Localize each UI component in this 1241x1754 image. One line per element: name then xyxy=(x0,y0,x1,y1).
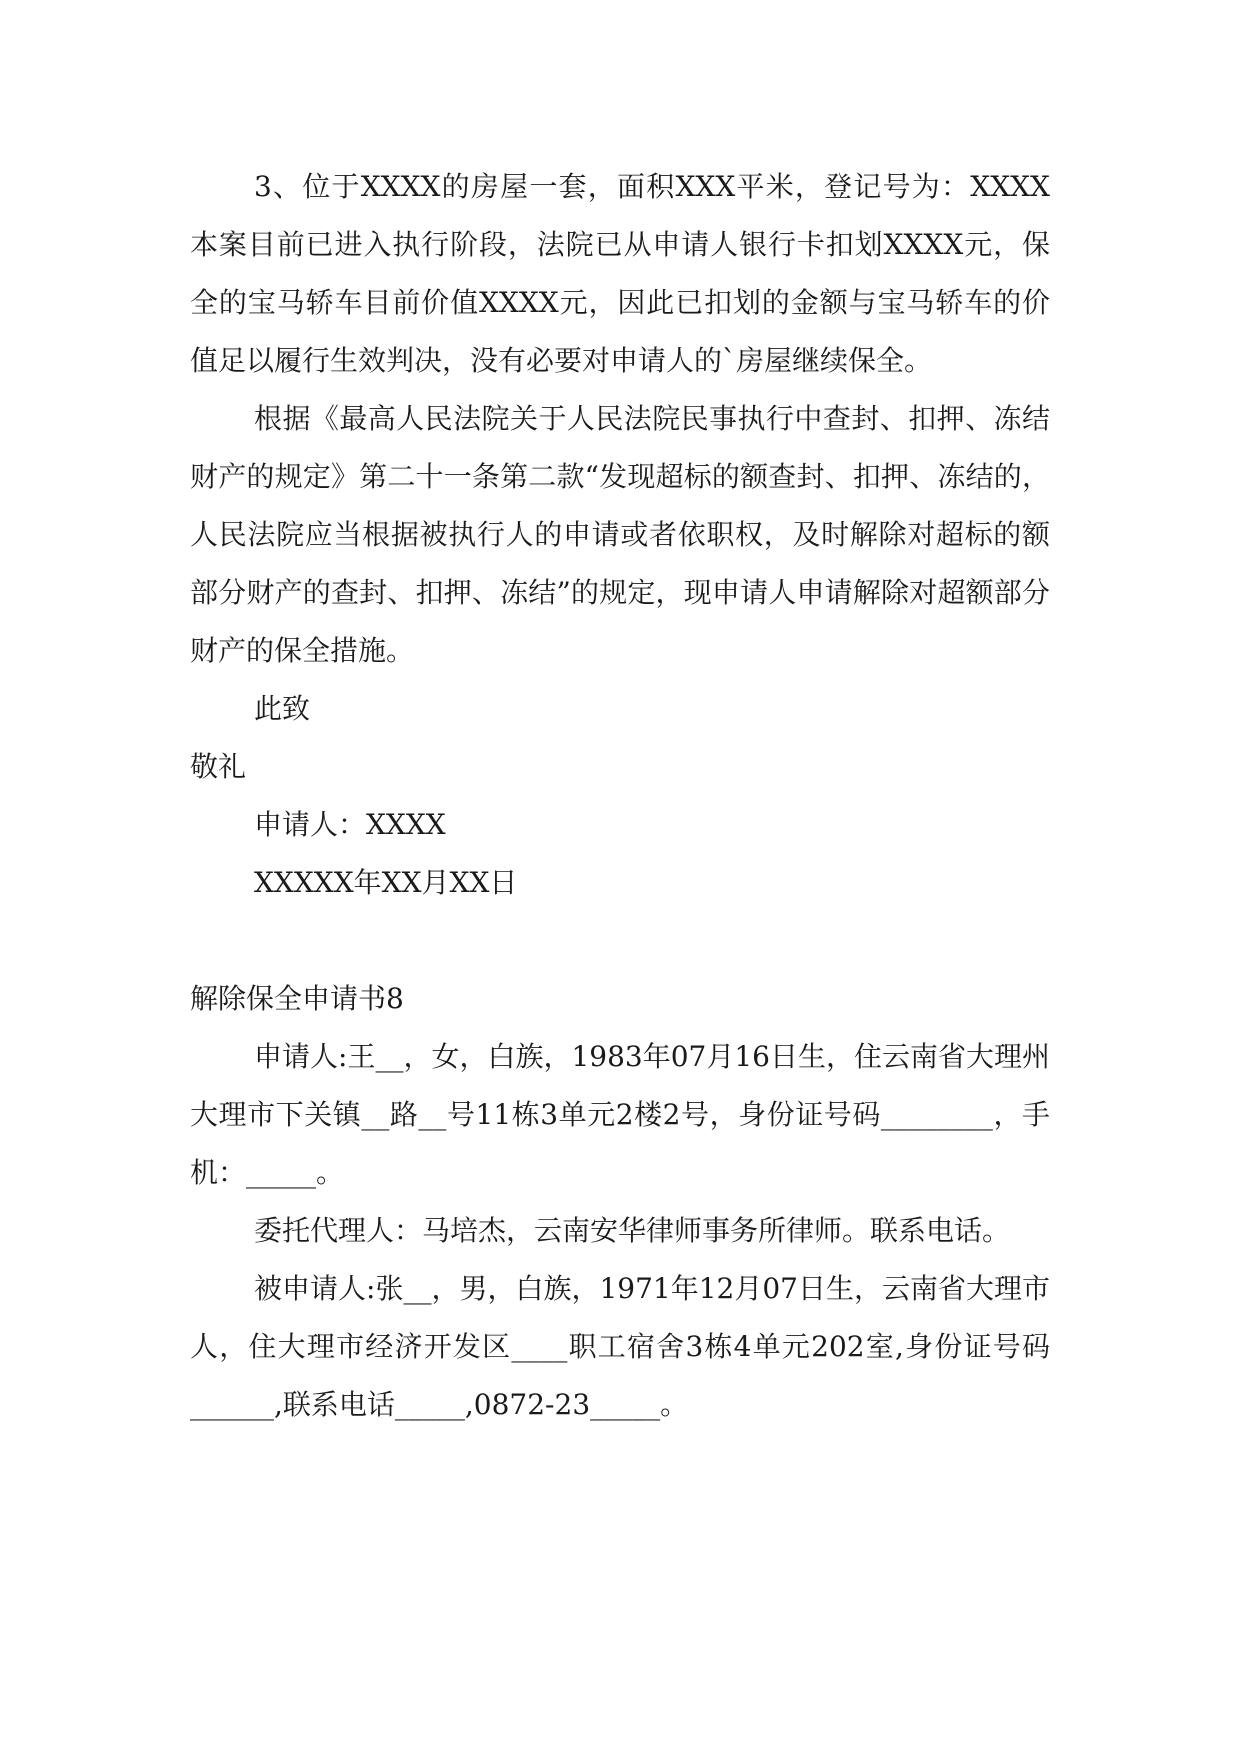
section-title: 解除保全申请书8 xyxy=(190,982,404,1015)
paragraph-applicant-info: 申请人:王__，女，白族，1983年07月16日生，住云南省大理州大理市下关镇__路__号11栋3单元2楼2号，身份证号码________，手机：_____。 xyxy=(190,1040,1050,1189)
salutation: 敬礼 xyxy=(190,750,247,783)
paragraph-agent-info: 委托代理人：马培杰，云南安华律师事务所律师。联系电话。 xyxy=(254,1214,1011,1247)
applicant-signature: 申请人：XXXX xyxy=(254,808,446,841)
document-page xyxy=(190,158,1050,1434)
paragraph-property-details: 3、位于XXXX的房屋一套，面积XXX平米，登记号为：XXXX本案目前已进入执行阶段，法院已从申请人银行卡扣划XXXX元，保全的宝马轿车目前价值XXXX元，因此已扣划的金额与宝马轿车的价值足以履行生效判决，没有必要对申请人的`房屋继续保全。 xyxy=(190,170,1050,377)
paragraph-legal-basis: 根据《最高人民法院关于人民法院民事执行中查封、扣押、冻结财产的规定》第二十一条第二款“发现超标的额查封、扣押、冻结的，人民法院应当根据被执行人的申请或者依职权，及时解除对超标的额部分财产的查封、扣押、冻结”的规定，现申请人申请解除对超额部分财产的保全措施。 xyxy=(190,402,1050,667)
paragraph-respondent-info: 被申请人:张__，男，白族，1971年12月07日生，云南省大理市人，住大理市经济开发区____职工宿舍3栋4单元202室,身份证号码______,联系电话_____,0872-23_____。 xyxy=(190,1272,1050,1421)
signature-date: XXXXX年XX月XX日 xyxy=(254,866,518,899)
closing-phrase: 此致 xyxy=(254,692,311,725)
